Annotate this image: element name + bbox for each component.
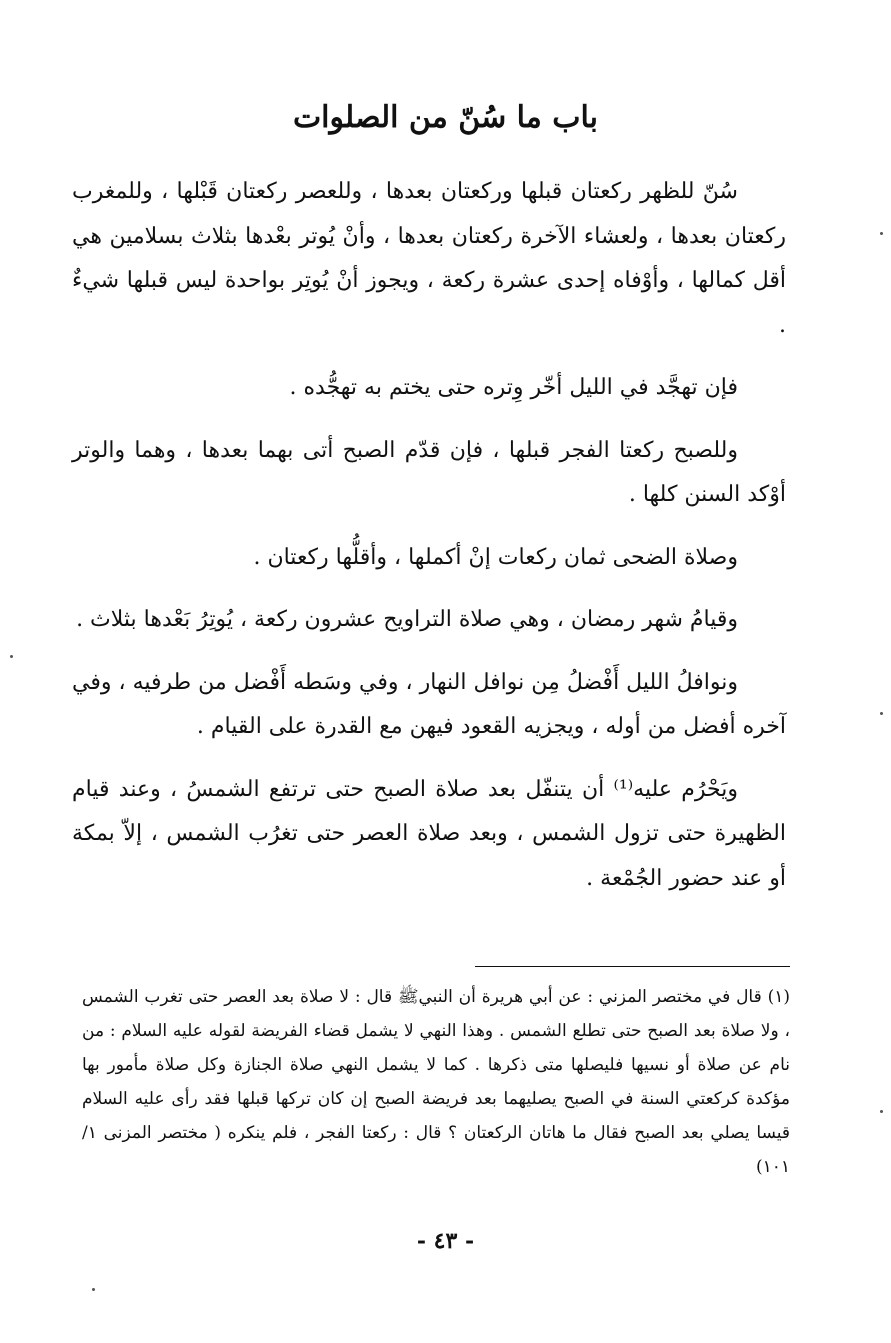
scan-speck [880, 232, 883, 235]
scan-speck [10, 655, 13, 658]
paragraph: سُنّ للظهر ركعتان قبلها وركعتان بعدها ، وللعصر ركعتان قَبْلها ، وللمغرب ركعتان بعدها ، ولعشاء الآخرة ركعتان بعدها ، وأنْ يُوتر بعْدها بثلاث بسلامين هي أقل كمالها ، وأوْفاه إحدى عشرة ركعة ، ويجوز أنْ يُوتِر بواحدة ليس قبلها شيءٌ . [72, 179, 786, 338]
footnote-separator [475, 966, 790, 967]
paragraph: وقيامُ شهر رمضان ، وهي صلاة التراويح عشرون ركعة ، يُوتِرُ بَعْدها بثلاث . [76, 607, 738, 632]
paragraph: ونوافلُ الليل أَفْضلُ مِن نوافل النهار ، وفي وسَطه أَفْضل من طرفيه ، وفي آخره أفضل من أوله ، ويجزيه القعود فيهن مع القدرة على القيام . [72, 669, 786, 739]
paragraph: وصلاة الضحى ثمان ركعات إنْ أكملها ، وأقلُّها ركعتان . [253, 544, 738, 570]
scan-speck [880, 712, 883, 715]
paragraph: ويَحْرُم عليه⁽¹⁾ أن يتنفّل بعد صلاة الصبح حتى ترتفع الشمسُ ، وعند قيام الظهيرة حتى تزول الشمس ، وبعد صلاة العصر حتى تغرُب الشمس ، إلاّ بمكة أو عند حضور الجُمْعة . [72, 776, 786, 891]
paragraph: فإن تهجَّد في الليل أخّر وِتره حتى يختم به تهجُّده . [289, 375, 738, 400]
page-number: - ٤٣ - [416, 1228, 475, 1254]
footnote: (١) قال في مختصر المزني : عن أبي هريرة أن النبيﷺ قال : لا صلاة بعد العصر حتى تغرب الشمس ، ولا صلاة بعد الصبح حتى تطلع الشمس . وهذا النهي لا يشمل قضاء الفريضة لقوله عليه السلام : من نام عن صلاة أو نسيها فليصلها متى ذكرها . كما لا يشمل النهي صلاة الجنازة وكل صلاة مأمور بها مؤكدة كركعتي السنة في الصبح يصليهما بعد فريضة الصبح إن كان تركها قبلها فقد رأى عليه السلام قيسا يصلي بعد الصبح فقال ما هاتان الركعتان ؟ قال : ركعتا الفجر ، فلم ينكره ( مختصر المزنى ١/ ١٠١) [82, 987, 790, 1177]
scan-speck [92, 1288, 95, 1291]
footnotes [82, 980, 790, 1184]
main-text [72, 170, 786, 919]
chapter-title: باب ما سُنّ من الصلوات [292, 100, 599, 135]
paragraph: وللصبح ركعتا الفجر قبلها ، فإن قدّم الصبح أتى بهما بعدها ، وهما والوتر أوْكد السنن كلها . [72, 437, 786, 507]
scan-speck [880, 1110, 883, 1113]
